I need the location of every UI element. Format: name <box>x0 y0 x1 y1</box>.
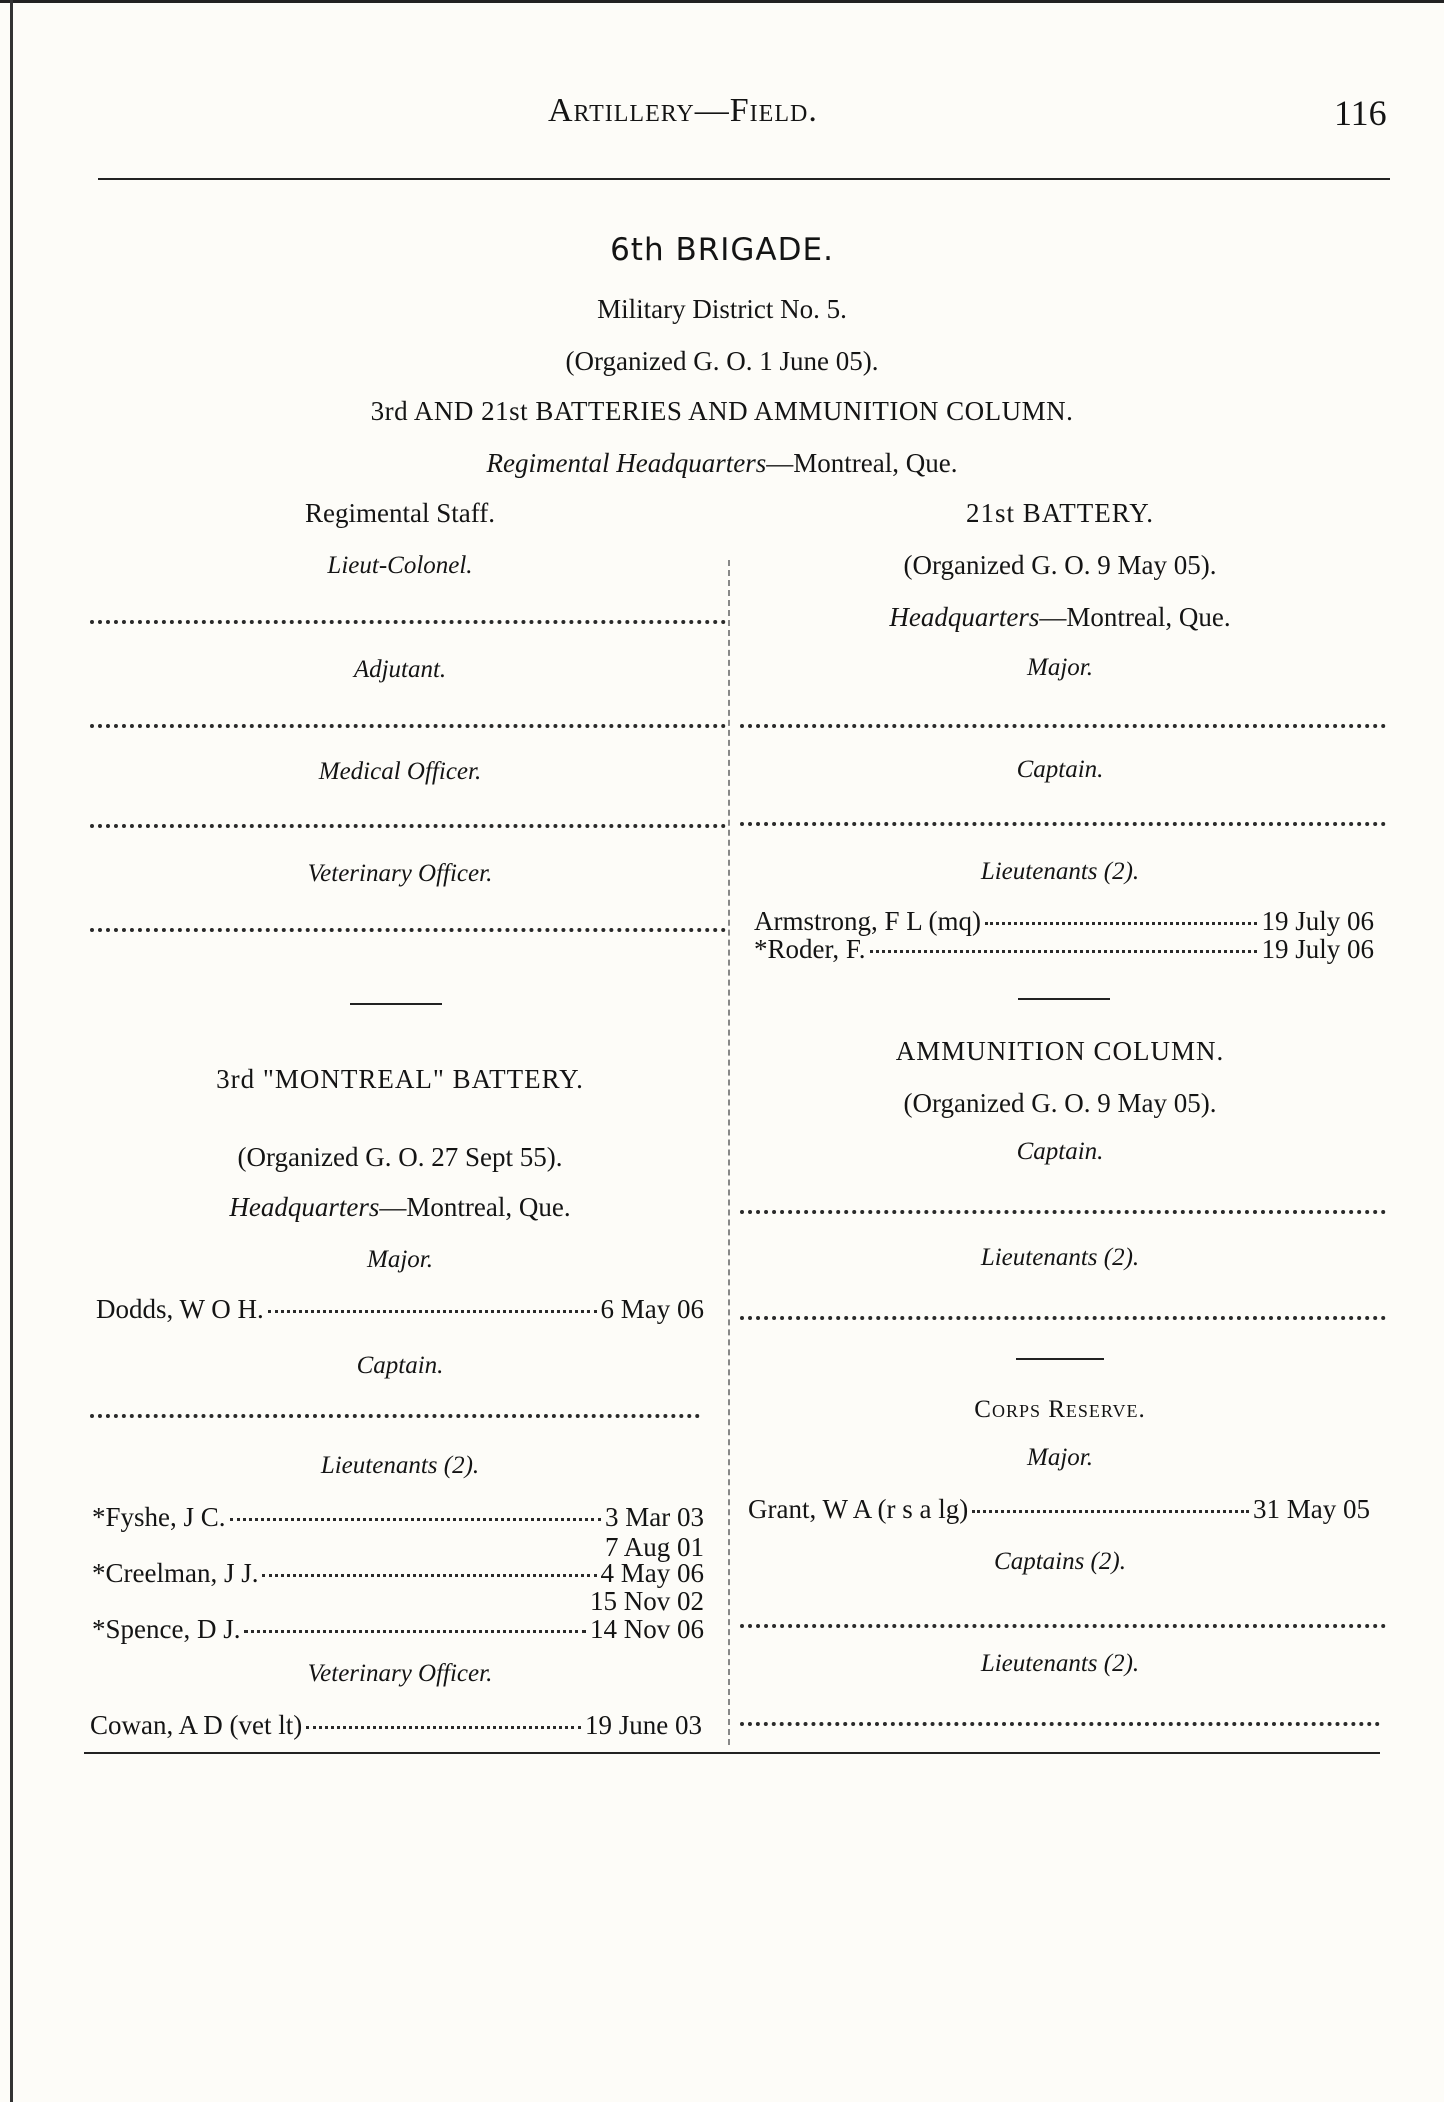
section-divider-right <box>1016 1358 1104 1360</box>
adjutant-heading: Adjutant. <box>353 656 447 683</box>
leader-dots <box>262 1574 596 1577</box>
lieutenant-date: 7 Aug 01 <box>604 1532 704 1562</box>
montreal-lieutenants-heading: Lieutenants (2). <box>320 1452 480 1479</box>
lieutenant-name: *Fyshe, J C. <box>92 1502 226 1532</box>
leader-dots <box>306 1726 581 1729</box>
section-divider-right <box>1018 998 1110 1000</box>
corps-major-heading: Major. <box>1027 1444 1093 1471</box>
lieutenant-entry <box>92 1558 704 1589</box>
header-rule <box>98 178 1390 180</box>
montreal-captain-heading: Captain. <box>356 1352 444 1379</box>
corps-major-date: 31 May 05 <box>1253 1494 1370 1524</box>
battery-21-lieutenants-heading: Lieutenants (2). <box>980 858 1140 885</box>
corps-lieutenants-vacant <box>740 1716 1380 1726</box>
battery-21-major-heading: Major. <box>1027 654 1093 681</box>
page-top-edge <box>0 0 1444 3</box>
lieutenant-name: *Roder, F. <box>754 934 866 964</box>
leader-dots <box>985 922 1258 925</box>
lieutenant-name: Armstrong, F L (mq) <box>754 906 981 936</box>
ammunition-column-title: AMMUNITION COLUMN. <box>895 1036 1225 1066</box>
lieutenant-date: 19 July 06 <box>1261 906 1374 936</box>
battery-21-headquarters <box>800 602 1320 633</box>
ammunition-captain-heading: Captain. <box>1016 1138 1104 1165</box>
regimental-staff-title: Regimental Staff. <box>305 498 495 528</box>
corps-captains-heading: Captains (2). <box>994 1548 1126 1575</box>
battery-21-major-vacant <box>740 718 1386 728</box>
adjutant-vacant <box>90 718 726 728</box>
brigade-headquarters <box>0 448 1444 479</box>
montreal-captain-vacant <box>90 1408 700 1418</box>
brigade-title: 6th BRIGADE. <box>610 232 834 268</box>
montreal-major-heading: Major. <box>367 1246 433 1273</box>
leader-dots <box>268 1310 597 1313</box>
lieutenant-dates <box>605 1504 704 1531</box>
corps-major-name: Grant, W A (r s a lg) <box>748 1494 969 1524</box>
corps-major-entry <box>748 1494 1370 1525</box>
battery-21-organized: (Organized G. O. 9 May 05). <box>903 550 1217 580</box>
corps-lieutenants-heading: Lieutenants (2). <box>980 1650 1140 1677</box>
battery-21-title: 21st BATTERY. <box>965 498 1155 528</box>
ammunition-captain-vacant <box>740 1204 1386 1214</box>
montreal-major-entry <box>96 1294 704 1325</box>
medical-officer-vacant <box>90 818 726 828</box>
bottom-rule <box>84 1752 1380 1754</box>
montreal-vet-date: 19 June 03 <box>585 1710 702 1740</box>
lieutenant-entry <box>754 934 1374 965</box>
montreal-major-date: 6 May 06 <box>600 1294 704 1324</box>
montreal-vet-name: Cowan, A D (vet lt) <box>90 1710 303 1740</box>
montreal-major-name: Dodds, W O H. <box>96 1294 264 1324</box>
leader-dots <box>870 950 1258 953</box>
leader-dots <box>230 1518 601 1521</box>
running-header-title: Artillery—Field. <box>548 92 818 129</box>
lieutenant-entry <box>92 1614 704 1645</box>
montreal-hq-label: Headquarters <box>229 1192 380 1222</box>
lieut-colonel-vacant <box>90 614 726 624</box>
ammunition-column-organized: (Organized G. O. 9 May 05). <box>903 1088 1217 1118</box>
veterinary-officer-heading: Veterinary Officer. <box>307 860 493 887</box>
section-divider-left <box>350 1003 442 1005</box>
montreal-battery-headquarters <box>150 1192 650 1223</box>
montreal-battery-title: 3rd "MONTREAL" BATTERY. <box>216 1064 584 1094</box>
medical-officer-heading: Medical Officer. <box>318 758 482 785</box>
montreal-battery-organized: (Organized G. O. 27 Sept 55). <box>237 1142 563 1172</box>
brigade-district: Military District No. 5. <box>597 294 847 324</box>
lieutenant-date: 19 July 06 <box>1261 934 1374 964</box>
lieutenant-name: *Spence, D J. <box>92 1614 241 1644</box>
battery-21-hq-place: —Montreal, Que. <box>1039 602 1231 632</box>
page-number: 116 <box>1334 93 1387 133</box>
leader-dots <box>972 1510 1249 1513</box>
brigade-organized: (Organized G. O. 1 June 05). <box>565 346 879 376</box>
veterinary-officer-vacant <box>90 922 726 932</box>
montreal-vet-heading: Veterinary Officer. <box>307 1660 493 1687</box>
lieutenant-name: *Creelman, J J. <box>92 1558 259 1588</box>
battery-21-captain-heading: Captain. <box>1016 756 1104 783</box>
montreal-hq-place: —Montreal, Que. <box>379 1192 571 1222</box>
battery-21-hq-label: Headquarters <box>889 602 1040 632</box>
corps-captains-vacant <box>740 1618 1386 1628</box>
lieutenant-date: 4 May 06 <box>600 1558 704 1588</box>
montreal-vet-entry <box>90 1710 702 1741</box>
ammunition-lieutenants-heading: Lieutenants (2). <box>980 1244 1140 1271</box>
lieutenant-date: 3 Mar 03 <box>605 1502 704 1532</box>
column-divider <box>728 560 730 1745</box>
brigade-hq-label: Regimental Headquarters <box>486 448 767 478</box>
lieut-colonel-heading: Lieut-Colonel. <box>327 552 473 579</box>
page-binding-edge <box>10 0 13 2102</box>
ammunition-lieutenants-vacant <box>740 1310 1386 1320</box>
lieutenant-entry <box>754 906 1374 937</box>
lieutenant-date: 15 Nov 02 <box>590 1586 704 1616</box>
battery-21-captain-vacant <box>740 816 1386 826</box>
lieutenant-entry <box>92 1502 704 1533</box>
corps-reserve-title: Corps Reserve. <box>974 1396 1146 1423</box>
lieutenant-date: 14 Nov 06 <box>590 1614 704 1644</box>
leader-dots <box>244 1630 586 1633</box>
brigade-hq-place: —Montreal, Que. <box>766 448 958 478</box>
brigade-batteries: 3rd AND 21st BATTERIES AND AMMUNITION COLUMN. <box>370 396 1074 426</box>
